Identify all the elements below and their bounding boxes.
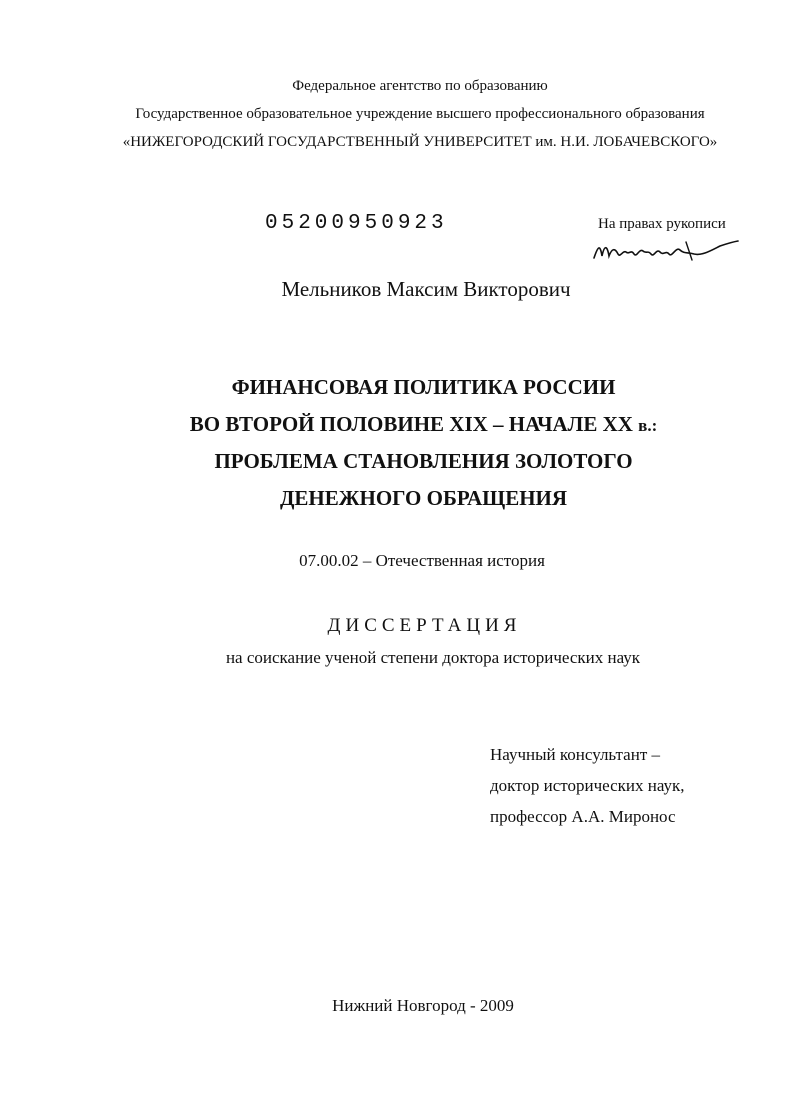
title-line-3: ПРОБЛЕМА СТАНОВЛЕНИЯ ЗОЛОТОГО: [214, 449, 633, 473]
document-number: 05200950923: [265, 212, 448, 235]
city-year: Нижний Новгород - 2009: [332, 996, 514, 1015]
specialty-code: 07.00.02 – Отечественная история: [299, 551, 545, 570]
title-line-2-suffix: в.:: [638, 416, 658, 435]
institution-name: Государственное образовательное учреждение высшего профессионального образования: [135, 106, 705, 122]
consultant-degree: доктор исторических наук,: [490, 776, 685, 795]
consultant-role: Научный консультант –: [490, 745, 660, 764]
consultant-name: профессор А.А. Миронос: [490, 807, 676, 826]
title-line-2: [0, 410, 795, 440]
title-line-1: ФИНАНСОВАЯ ПОЛИТИКА РОССИИ: [231, 375, 616, 399]
title-line-4: ДЕНЕЖНОГО ОБРАЩЕНИЯ: [279, 486, 568, 510]
agency-name: Федеральное агентство по образованию: [292, 78, 548, 94]
title-line-2-main: ВО ВТОРОЙ ПОЛОВИНЕ XIX – НАЧАЛЕ XX: [189, 412, 639, 436]
manuscript-rights-note: На правах рукописи: [598, 216, 726, 232]
document-type: ДИССЕРТАЦИЯ: [327, 615, 522, 636]
author-name: Мельников Максим Викторович: [281, 277, 571, 301]
author-signature: [590, 236, 740, 264]
university-name: «НИЖЕГОРОДСКИЙ ГОСУДАРСТВЕННЫЙ УНИВЕРСИТЕТ им. Н.И. ЛОБАЧЕВСКОГО»: [122, 134, 718, 150]
degree-sought: на соискание ученой степени доктора исторических наук: [225, 648, 641, 667]
